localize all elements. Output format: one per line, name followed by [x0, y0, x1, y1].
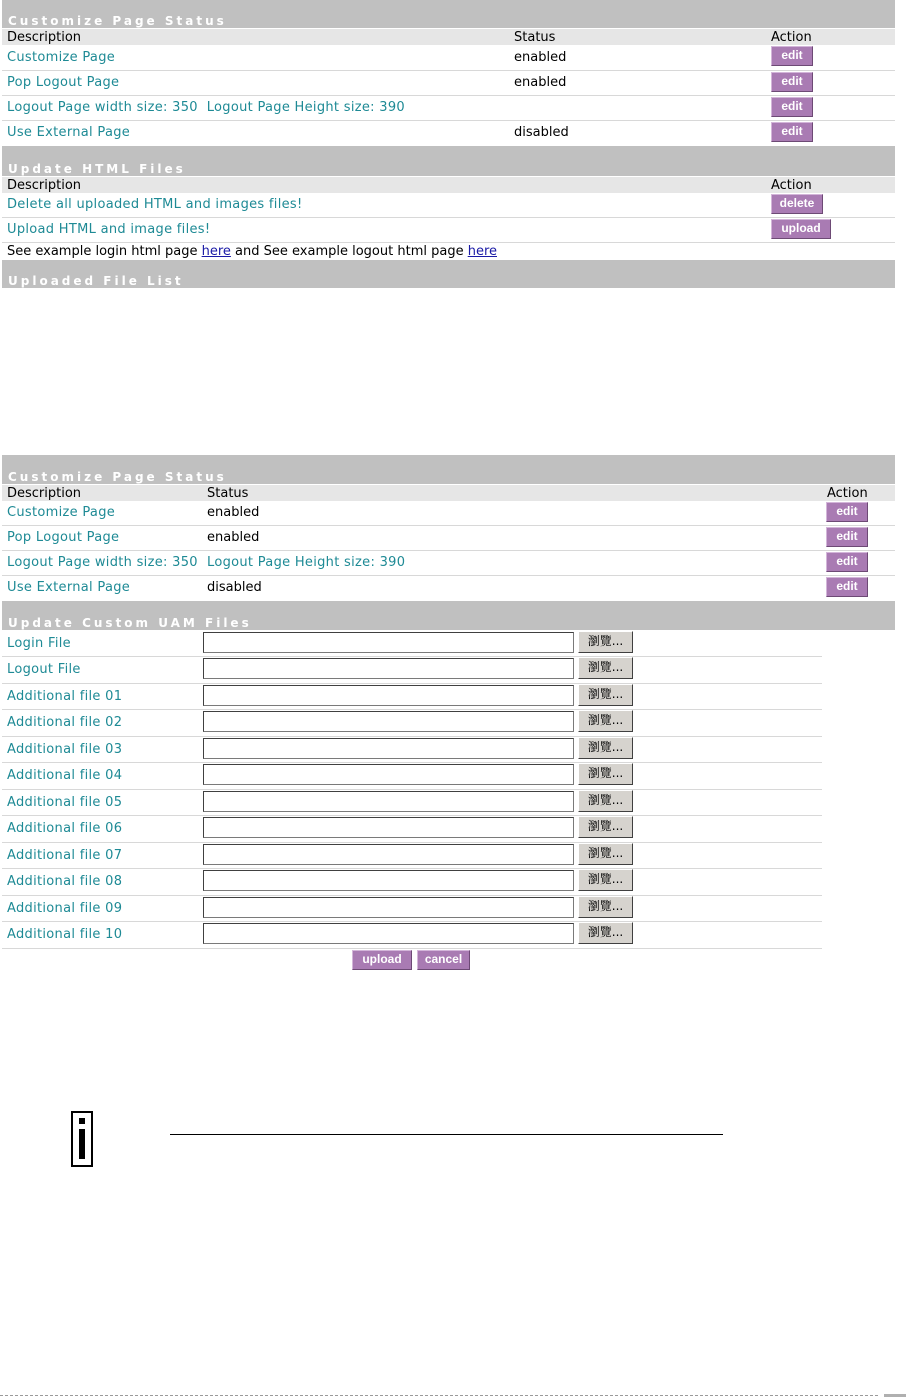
- list-item: [2, 896, 822, 922]
- file-label: Additional file 10: [7, 927, 123, 942]
- section-header-update-html: [2, 146, 895, 176]
- status-value: disabled: [207, 580, 262, 595]
- note-divider: [170, 1134, 723, 1135]
- info-icon: [71, 1111, 93, 1167]
- cancel-button[interactable]: cancel: [417, 950, 470, 970]
- customize-page-link[interactable]: Customize Page: [7, 50, 116, 65]
- browse-button[interactable]: 瀏覽...: [578, 922, 633, 944]
- use-external-page-link[interactable]: Use External Page: [7, 125, 131, 140]
- list-item: [2, 710, 822, 737]
- use-external-page-link[interactable]: Use External Page: [7, 580, 131, 595]
- logout-page-width-link[interactable]: Logout Page width size: 350: [7, 555, 198, 570]
- upload-html-files-link[interactable]: Upload HTML and image files!: [7, 222, 211, 237]
- col-status: Status: [514, 30, 556, 45]
- section-title: Update HTML Files: [8, 162, 186, 176]
- edit-button[interactable]: edit: [771, 46, 813, 66]
- col-description: Description: [7, 178, 82, 193]
- col-action: Action: [771, 178, 812, 193]
- file-label: Additional file 01: [7, 689, 123, 704]
- file-label: Logout File: [7, 662, 81, 677]
- list-item: [2, 922, 822, 949]
- browse-button[interactable]: 瀏覽...: [578, 710, 633, 732]
- table-row: [2, 193, 895, 218]
- additional-file-input[interactable]: [203, 817, 574, 838]
- file-label: Additional file 02: [7, 715, 123, 730]
- edit-button[interactable]: edit: [826, 577, 868, 597]
- delete-all-files-link[interactable]: Delete all uploaded HTML and images files!: [7, 197, 303, 212]
- file-label: Additional file 07: [7, 848, 123, 863]
- status-value: enabled: [207, 530, 260, 545]
- additional-file-input[interactable]: [203, 685, 574, 706]
- additional-file-input[interactable]: [203, 791, 574, 812]
- file-label: Additional file 08: [7, 874, 123, 889]
- upload-button[interactable]: upload: [771, 219, 831, 239]
- col-description: Description: [7, 30, 82, 45]
- browse-button[interactable]: 瀏覽...: [578, 657, 633, 679]
- example-text: See example login html page: [7, 244, 202, 259]
- browse-button[interactable]: 瀏覽...: [578, 896, 633, 918]
- example-text: and See example logout html page: [230, 244, 468, 259]
- footer-divider: [0, 1395, 878, 1396]
- table-row: [2, 121, 895, 146]
- table-header: [2, 485, 895, 501]
- status-value: disabled: [514, 125, 569, 140]
- additional-file-input[interactable]: [203, 923, 574, 944]
- list-item: [2, 657, 822, 684]
- browse-button[interactable]: 瀏覽...: [578, 737, 633, 759]
- logout-page-height-link[interactable]: Logout Page Height size: 390: [207, 555, 406, 570]
- col-status: Status: [207, 486, 249, 501]
- pop-logout-page-link[interactable]: Pop Logout Page: [7, 75, 120, 90]
- status-value: enabled: [514, 75, 567, 90]
- browse-button[interactable]: 瀏覽...: [578, 869, 633, 891]
- login-example-link[interactable]: here: [201, 244, 231, 259]
- section-header-customize-status: [2, 0, 895, 28]
- section-title: Update Custom UAM Files: [8, 616, 252, 630]
- page-number-marker: [884, 1394, 906, 1397]
- table-row: [2, 96, 895, 121]
- section-title: Customize Page Status: [8, 470, 227, 484]
- upload-button[interactable]: upload: [352, 950, 412, 970]
- col-action: Action: [771, 30, 812, 45]
- login-file-input[interactable]: [203, 632, 574, 653]
- edit-button[interactable]: edit: [771, 122, 813, 142]
- list-item: [2, 843, 822, 869]
- list-item: [2, 763, 822, 790]
- file-label: Additional file 09: [7, 901, 123, 916]
- file-label: Additional file 06: [7, 821, 123, 836]
- status-value: enabled: [514, 50, 567, 65]
- logout-example-link[interactable]: here: [467, 244, 497, 259]
- edit-button[interactable]: edit: [771, 72, 813, 92]
- section-header-customize-status: [2, 455, 895, 484]
- example-links-line: [7, 244, 497, 259]
- additional-file-input[interactable]: [203, 711, 574, 732]
- file-label: Additional file 04: [7, 768, 123, 783]
- list-item: [2, 790, 822, 816]
- table-header: [2, 29, 895, 45]
- additional-file-input[interactable]: [203, 764, 574, 785]
- table-header: [2, 177, 895, 193]
- col-action: Action: [827, 486, 868, 501]
- section-title: Customize Page Status: [8, 14, 227, 28]
- uam-file-list: [2, 631, 822, 949]
- table-row: [2, 526, 895, 551]
- additional-file-input[interactable]: [203, 844, 574, 865]
- section-header-update-uam: [2, 601, 895, 630]
- browse-button[interactable]: 瀏覽...: [578, 816, 633, 838]
- status-value: enabled: [207, 505, 260, 520]
- logout-file-input[interactable]: [203, 658, 574, 679]
- file-label: Additional file 05: [7, 795, 123, 810]
- list-item: [2, 816, 822, 843]
- logout-page-size-link[interactable]: Logout Page width size: 350 Logout Page Height size: 390: [7, 100, 405, 115]
- section-title: Uploaded File List: [8, 274, 184, 288]
- file-label: Login File: [7, 636, 71, 651]
- table-row: [2, 576, 895, 601]
- table-row: [2, 501, 895, 526]
- browse-button[interactable]: 瀏覽...: [578, 790, 633, 812]
- table-row: [2, 218, 895, 243]
- browse-button[interactable]: 瀏覽...: [578, 843, 633, 865]
- edit-button[interactable]: edit: [771, 97, 813, 117]
- col-description: Description: [7, 486, 82, 501]
- table-row: [2, 71, 895, 96]
- edit-button[interactable]: edit: [826, 527, 868, 547]
- additional-file-input[interactable]: [203, 870, 574, 891]
- browse-button[interactable]: 瀏覽...: [578, 763, 633, 785]
- list-item: [2, 631, 822, 657]
- additional-file-input[interactable]: [203, 738, 574, 759]
- file-label: Additional file 03: [7, 742, 123, 757]
- edit-button[interactable]: edit: [826, 502, 868, 522]
- additional-file-input[interactable]: [203, 897, 574, 918]
- delete-button[interactable]: delete: [771, 194, 823, 214]
- list-item: [2, 869, 822, 896]
- section-header-uploaded-list: [2, 260, 895, 288]
- browse-button[interactable]: 瀏覽...: [578, 631, 633, 653]
- browse-button[interactable]: 瀏覽...: [578, 684, 633, 706]
- list-item: [2, 737, 822, 763]
- pop-logout-page-link[interactable]: Pop Logout Page: [7, 530, 120, 545]
- list-item: [2, 684, 822, 710]
- edit-button[interactable]: edit: [826, 552, 868, 572]
- table-row: [2, 45, 895, 71]
- customize-page-link[interactable]: Customize Page: [7, 505, 116, 520]
- table-row: [2, 551, 895, 576]
